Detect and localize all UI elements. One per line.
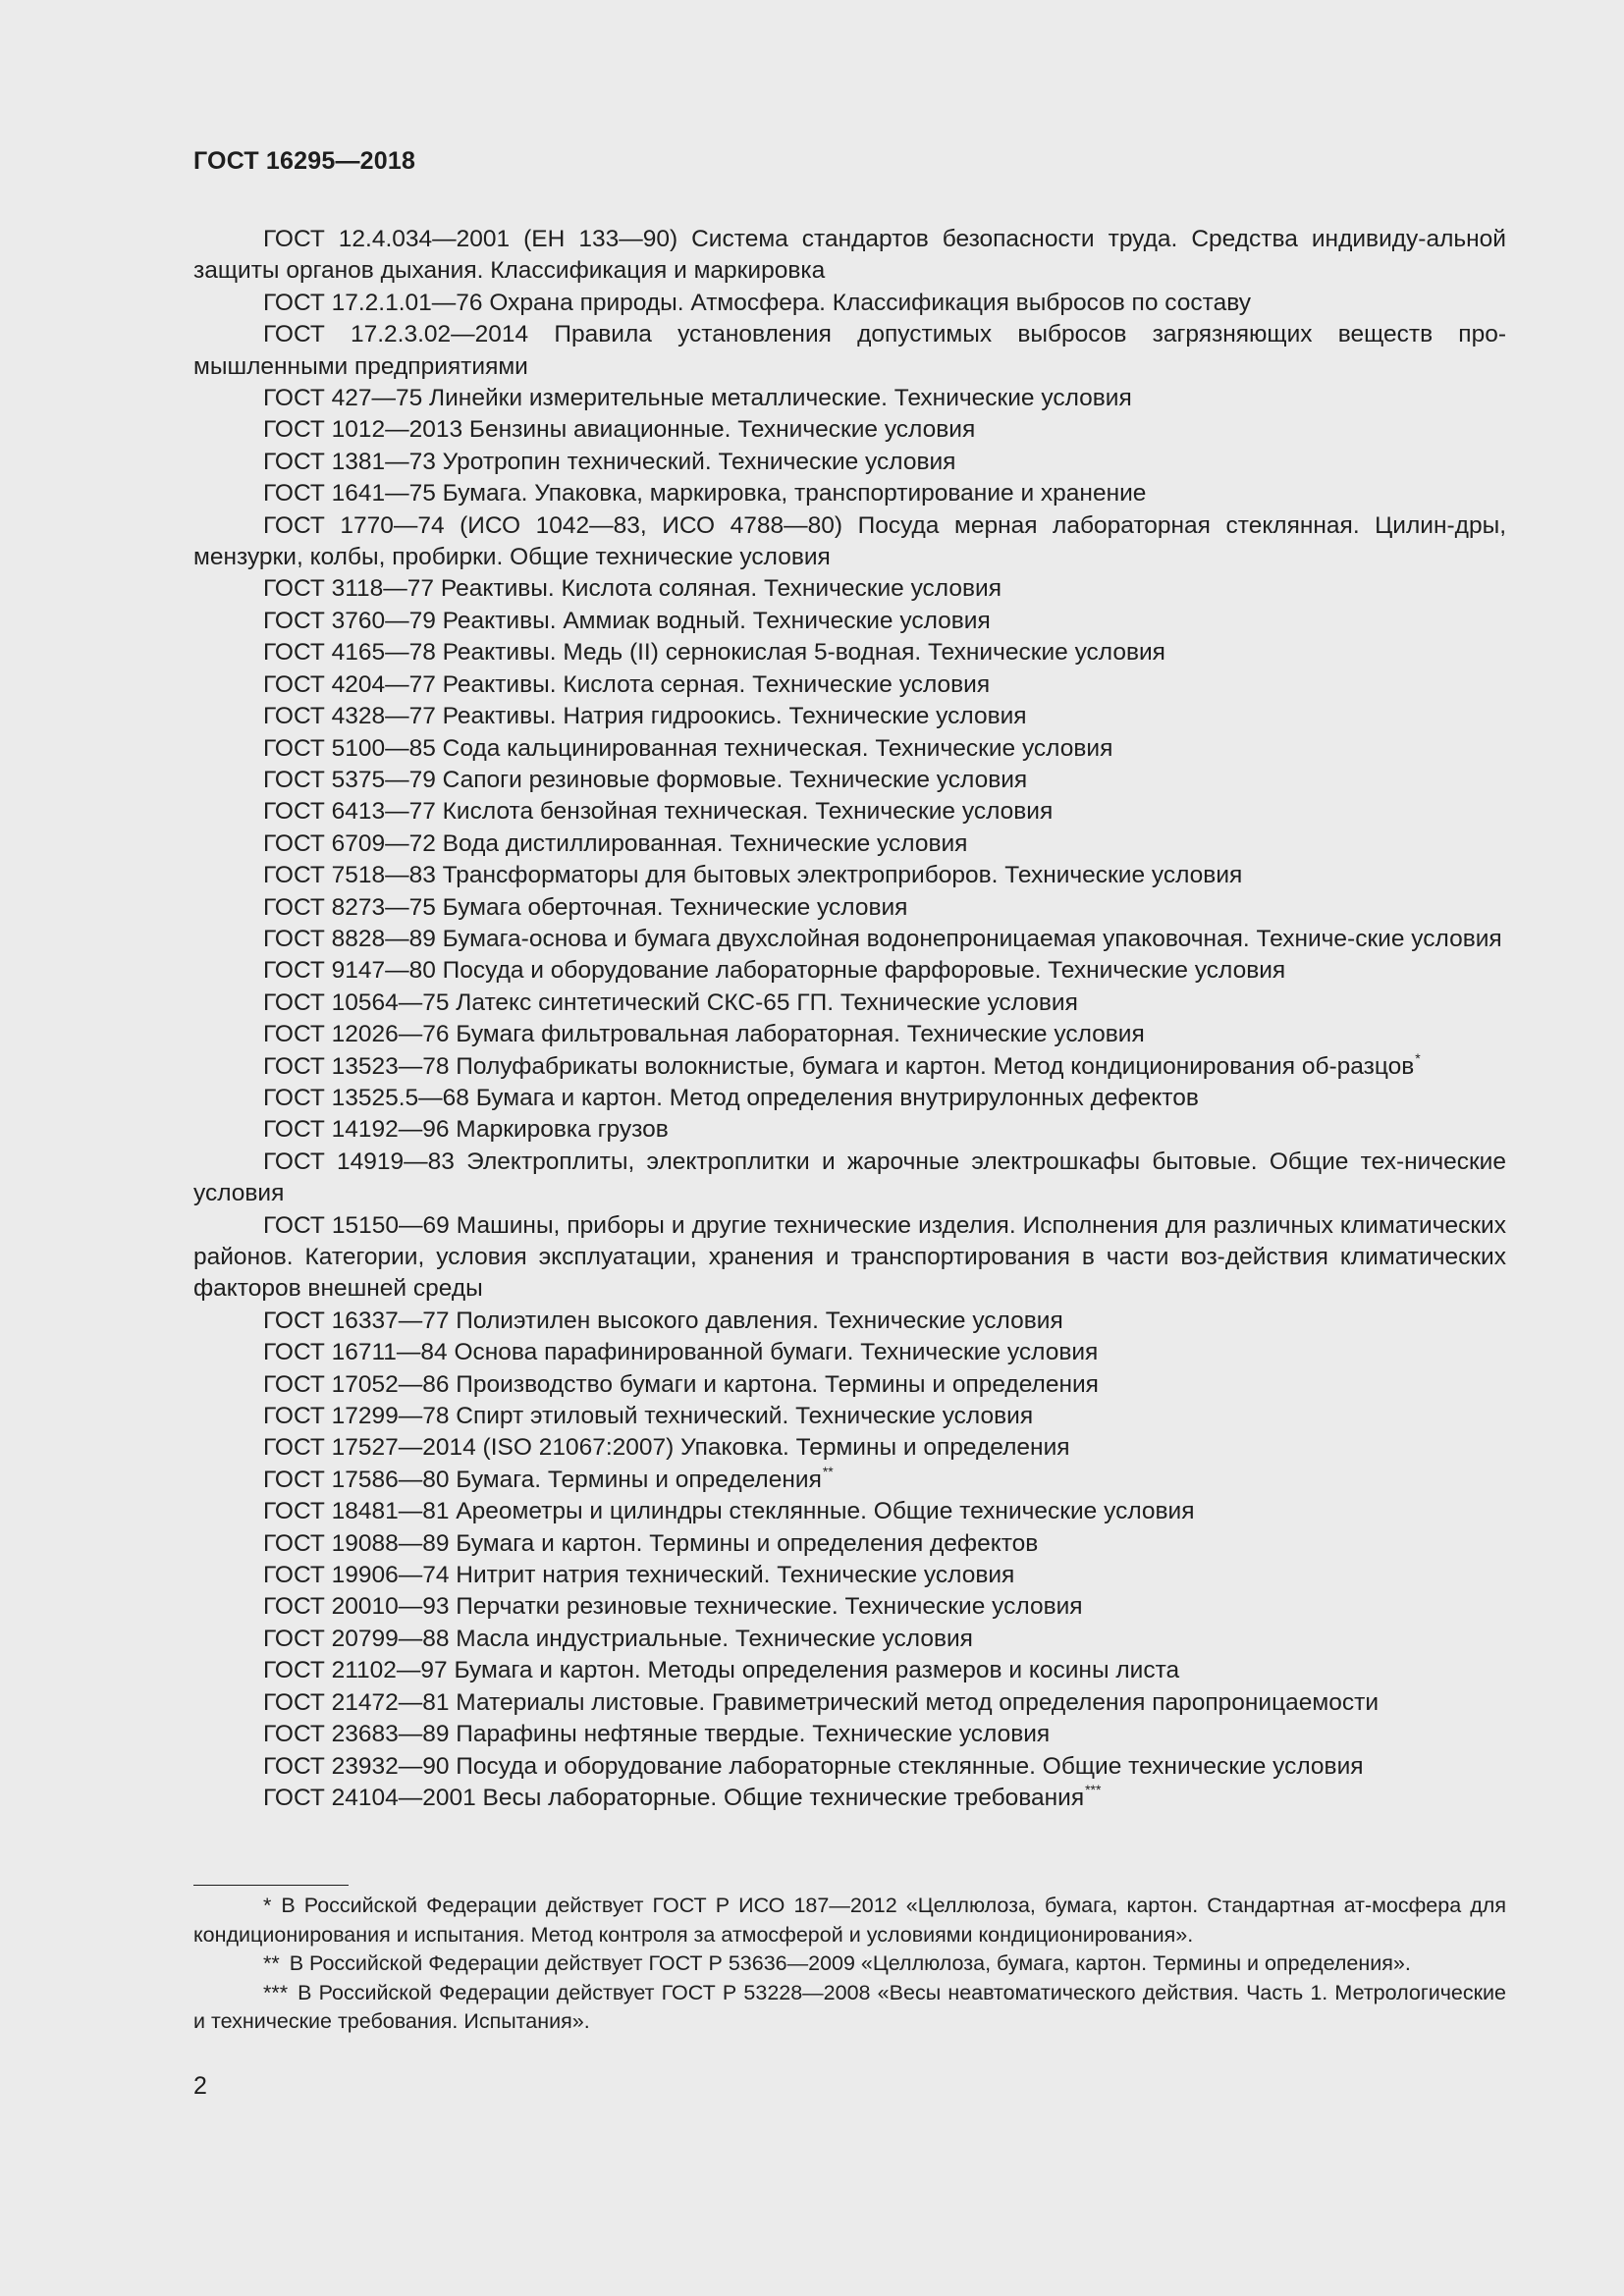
reference-text: ГОСТ 8273—75 Бумага оберточная. Технические условия <box>263 893 908 921</box>
reference-item <box>193 1210 1506 1306</box>
reference-item <box>193 1496 1506 1527</box>
reference-text: ГОСТ 5100—85 Сода кальцинированная техническая. Технические условия <box>263 734 1113 762</box>
footnote-mark: * <box>1415 1049 1421 1066</box>
reference-item <box>193 1687 1506 1719</box>
reference-text: ГОСТ 17.2.3.02—2014 Правила установления допустимых выбросов загрязняющих веществ про-мышленными предприятиями <box>193 321 1506 380</box>
reference-text: ГОСТ 17.2.1.01—76 Охрана природы. Атмосфера. Классификация выбросов по составу <box>263 289 1251 316</box>
reference-text: ГОСТ 427—75 Линейки измерительные металлические. Технические условия <box>263 385 1132 412</box>
reference-item <box>193 1719 1506 1750</box>
reference-item <box>193 1528 1506 1560</box>
reference-text: ГОСТ 21472—81 Материалы листовые. Гравиметрический метод определения паропроницаемости <box>263 1688 1380 1716</box>
reference-text: ГОСТ 1770—74 (ИСО 1042—83, ИСО 4788—80) Посуда мерная лабораторная стеклянная. Цилин-дры, мензурки, колбы, пробирки. Общие технические условия <box>193 511 1506 571</box>
reference-item <box>193 892 1506 924</box>
reference-text: ГОСТ 1012—2013 Бензины авиационные. Технические условия <box>263 416 976 444</box>
page-number: 2 <box>193 2072 207 2100</box>
footnote-separator <box>193 1885 349 1886</box>
footnote-mark: *** <box>263 1980 289 2004</box>
reference-item <box>193 637 1506 668</box>
reference-item <box>193 510 1506 574</box>
reference-text: ГОСТ 24104—2001 Весы лабораторные. Общие технические требования <box>263 1784 1085 1811</box>
reference-item <box>193 701 1506 732</box>
reference-text: ГОСТ 18481—81 Ареометры и цилиндры стеклянные. Общие технические условия <box>263 1498 1195 1525</box>
reference-text: ГОСТ 3760—79 Реактивы. Аммиак водный. Технические условия <box>263 607 991 634</box>
reference-item <box>193 288 1506 319</box>
reference-text: ГОСТ 1381—73 Уротропин технический. Технические условия <box>263 448 956 475</box>
reference-item <box>193 1114 1506 1146</box>
reference-item <box>193 1591 1506 1623</box>
reference-text: ГОСТ 17299—78 Спирт этиловый технический. Технические условия <box>263 1403 1034 1430</box>
reference-text: ГОСТ 20799—88 Масла индустриальные. Технические условия <box>263 1625 973 1652</box>
footnote-text: В Российской Федерации действует ГОСТ Р 53636—2009 «Целлюлоза, бумага, картон. Термины и определения». <box>289 1951 1411 1975</box>
reference-item <box>193 1624 1506 1655</box>
reference-item <box>193 1783 1506 1814</box>
footnote-item <box>193 1949 1506 1979</box>
reference-item <box>193 1306 1506 1337</box>
reference-item <box>193 447 1506 478</box>
reference-item <box>193 414 1506 446</box>
footnote-mark: ** <box>263 1951 280 1975</box>
reference-item <box>193 796 1506 828</box>
reference-item <box>193 828 1506 860</box>
reference-item <box>193 733 1506 765</box>
reference-text: ГОСТ 3118—77 Реактивы. Кислота соляная. Технические условия <box>263 575 1001 603</box>
footnote-mark: * <box>263 1894 272 1917</box>
footnote-text: В Российской Федерации действует ГОСТ Р 53228—2008 «Весы неавтоматического действия. Часть 1. Метрологические и технические требования. Испытания». <box>193 1980 1506 2033</box>
reference-text: ГОСТ 6413—77 Кислота бензойная техническая. Технические условия <box>263 798 1054 826</box>
reference-item <box>193 478 1506 509</box>
reference-item <box>193 765 1506 796</box>
reference-item <box>193 606 1506 637</box>
normative-references-list <box>193 224 1506 1814</box>
reference-item <box>193 1083 1506 1114</box>
reference-item <box>193 1560 1506 1591</box>
footnote-mark: ** <box>822 1463 834 1479</box>
reference-text: ГОСТ 23932—90 Посуда и оборудование лабораторные стеклянные. Общие технические условия <box>263 1752 1364 1780</box>
reference-text: ГОСТ 23683—89 Парафины нефтяные твердые. Технические условия <box>263 1721 1051 1748</box>
reference-text: ГОСТ 21102—97 Бумага и картон. Методы определения размеров и косины листа <box>263 1657 1180 1684</box>
reference-item <box>193 1147 1506 1210</box>
reference-text: ГОСТ 7518—83 Трансформаторы для бытовых электроприборов. Технические условия <box>263 862 1243 889</box>
reference-text: ГОСТ 15150—69 Машины, приборы и другие технические изделия. Исполнения для различных климатических районов. Категории, условия эксплуатации, хранения и транспортирования в части воз-действия климатических факторов внешней среды <box>193 1211 1506 1303</box>
reference-text: ГОСТ 10564—75 Латекс синтетический СКС-65 ГП. Технические условия <box>263 988 1078 1016</box>
reference-text: ГОСТ 4165—78 Реактивы. Медь (II) сернокислая 5-водная. Технические условия <box>263 639 1165 667</box>
reference-item <box>193 224 1506 288</box>
reference-text: ГОСТ 1641—75 Бумага. Упаковка, маркировка, транспортирование и хранение <box>263 480 1147 507</box>
reference-item <box>193 1432 1506 1464</box>
reference-text: ГОСТ 20010—93 Перчатки резиновые технические. Технические условия <box>263 1593 1083 1621</box>
footnote-mark: *** <box>1085 1781 1102 1797</box>
reference-text: ГОСТ 19088—89 Бумага и картон. Термины и определения дефектов <box>263 1529 1039 1557</box>
reference-text: ГОСТ 9147—80 Посуда и оборудование лабораторные фарфоровые. Технические условия <box>263 957 1286 985</box>
reference-text: ГОСТ 8828—89 Бумага-основа и бумага двухслойная водонепроницаемая упаковочная. Техниче-ские условия <box>263 925 1502 952</box>
reference-text: ГОСТ 13525.5—68 Бумага и картон. Метод определения внутрирулонных дефектов <box>263 1084 1199 1111</box>
reference-text: ГОСТ 6709—72 Вода дистиллированная. Технические условия <box>263 829 968 857</box>
reference-text: ГОСТ 5375—79 Сапоги резиновые формовые. Технические условия <box>263 766 1028 793</box>
reference-text: ГОСТ 17586—80 Бумага. Термины и определения <box>263 1466 822 1493</box>
reference-text: ГОСТ 17527—2014 (ISO 21067:2007) Упаковка. Термины и определения <box>263 1434 1070 1462</box>
reference-item <box>193 1337 1506 1368</box>
reference-item <box>193 573 1506 605</box>
reference-text: ГОСТ 14192—96 Маркировка грузов <box>263 1116 669 1144</box>
reference-item <box>193 1465 1506 1496</box>
reference-item <box>193 1751 1506 1783</box>
reference-text: ГОСТ 4328—77 Реактивы. Натрия гидроокись. Технические условия <box>263 703 1027 730</box>
reference-text: ГОСТ 16711—84 Основа парафинированной бумаги. Технические условия <box>263 1339 1099 1366</box>
reference-text: ГОСТ 16337—77 Полиэтилен высокого давления. Технические условия <box>263 1307 1063 1334</box>
reference-text: ГОСТ 12.4.034—2001 (ЕН 133—90) Система стандартов безопасности труда. Средства индивиду-альной защиты органов дыхания. Классификация и маркировка <box>193 226 1506 285</box>
reference-item <box>193 924 1506 955</box>
reference-text: ГОСТ 19906—74 Нитрит натрия технический. Технические условия <box>263 1562 1015 1589</box>
reference-item <box>193 860 1506 891</box>
reference-item <box>193 1655 1506 1686</box>
reference-item <box>193 955 1506 987</box>
footnote-item <box>193 1979 1506 2037</box>
footnote-item <box>193 1892 1506 1949</box>
footnotes-list <box>193 1892 1506 2037</box>
reference-text: ГОСТ 4204—77 Реактивы. Кислота серная. Технические условия <box>263 670 991 698</box>
reference-text: ГОСТ 14919—83 Электроплиты, электроплитки и жарочные электрошкафы бытовые. Общие тех-нические условия <box>193 1148 1506 1207</box>
reference-item <box>193 319 1506 383</box>
reference-item <box>193 1051 1506 1083</box>
reference-item <box>193 988 1506 1019</box>
reference-item <box>193 1369 1506 1401</box>
reference-text: ГОСТ 17052—86 Производство бумаги и картона. Термины и определения <box>263 1370 1099 1398</box>
reference-text: ГОСТ 12026—76 Бумага фильтровальная лабораторная. Технические условия <box>263 1021 1145 1048</box>
reference-item <box>193 669 1506 701</box>
document-header: ГОСТ 16295—2018 <box>193 147 416 175</box>
reference-item <box>193 1019 1506 1050</box>
reference-text: ГОСТ 13523—78 Полуфабрикаты волокнистые, бумага и картон. Метод кондиционирования об-разцов <box>263 1052 1415 1080</box>
footnote-text: В Российской Федерации действует ГОСТ Р ИСО 187—2012 «Целлюлоза, бумага, картон. Стандартная ат-мосфера для кондиционирования и испытания. Метод контроля за атмосферой и условиями кондиционирования». <box>193 1894 1506 1947</box>
reference-item <box>193 1401 1506 1432</box>
reference-item <box>193 383 1506 414</box>
